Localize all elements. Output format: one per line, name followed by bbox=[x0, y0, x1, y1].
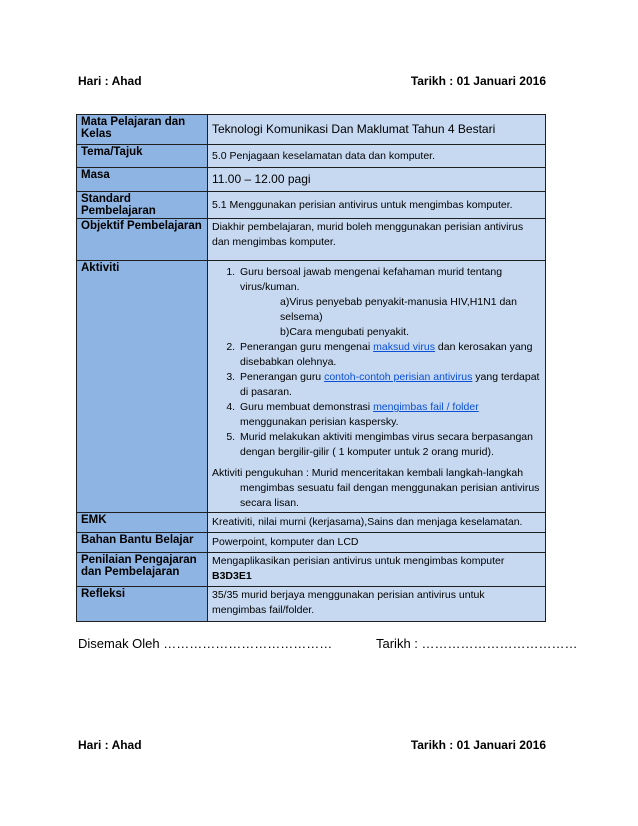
row-standard bbox=[77, 192, 546, 219]
label-bbb: Bahan Bantu Belajar bbox=[77, 533, 208, 553]
label-standard: Standard Pembelajaran bbox=[77, 192, 208, 219]
label-objektif: Objektif Pembelajaran bbox=[77, 219, 208, 261]
value-refleksi: 35/35 murid berjaya menggunakan perisian antivirus untuk mengimbas fail/folder. bbox=[208, 587, 546, 622]
activity-step-3: 3. Penerangan guru contoh-contoh perisian antivirus yang terdapat di pasaran. bbox=[238, 370, 541, 400]
activity-step-5: 5. Murid melakukan aktiviti mengimbas virus secara berpasangan dengan bergilir-gilir ( 1 komputer untuk 2 orang murid). bbox=[238, 430, 541, 460]
value-masa: 11.00 – 12.00 pagi bbox=[208, 168, 546, 192]
link-contoh-antivirus[interactable]: contoh-contoh perisian antivirus bbox=[324, 371, 473, 383]
link-mengimbas-fail[interactable]: mengimbas fail / folder bbox=[373, 401, 479, 413]
row-masa bbox=[77, 168, 546, 192]
header2-tarikh: Tarikh : 01 Januari 2016 bbox=[410, 738, 546, 752]
label-aktiviti: Aktiviti bbox=[77, 261, 208, 513]
activity-step-1b: b)Cara mengubati penyakit. bbox=[280, 326, 409, 338]
value-aktiviti bbox=[208, 261, 546, 513]
activity-step-4: 4. Guru membuat demonstrasi mengimbas fail / folder menggunakan perisian kaspersky. bbox=[238, 400, 541, 430]
row-mata-pelajaran bbox=[77, 115, 546, 145]
activity-step-1: 1. Guru bersoal jawab mengenai kefahaman murid tentang virus/kuman. a)Virus penyebab penyakit-manusia HIV,H1N1 dan selsema) b)Cara mengubati penyakit. bbox=[238, 265, 541, 340]
row-refleksi bbox=[77, 587, 546, 622]
label-penilaian: Penilaian Pengajaran dan Pembelajaran bbox=[77, 553, 208, 587]
label-mata-pelajaran: Mata Pelajaran dan Kelas bbox=[77, 115, 208, 145]
row-objektif bbox=[77, 219, 546, 261]
penilaian-text: Mengaplikasikan perisian antivirus untuk mengimbas komputer bbox=[212, 555, 505, 567]
value-mata-pelajaran: Teknologi Komunikasi Dan Maklumat Tahun 4 Bestari bbox=[208, 115, 546, 145]
label-emk: EMK bbox=[77, 513, 208, 533]
value-objektif: Diakhir pembelajaran, murid boleh menggunakan perisian antivirus dan mengimbas komputer. bbox=[208, 219, 546, 261]
row-penilaian bbox=[77, 553, 546, 587]
activity-pengukuhan: Aktiviti pengukuhan : Murid menceritakan kembali langkah-langkah mengimbas sesuatu fail dengan menggunakan perisian antivirus secara lisan. bbox=[212, 467, 540, 509]
row-aktiviti bbox=[77, 261, 546, 513]
row-bbb bbox=[77, 533, 546, 553]
value-emk: Kreativiti, nilai murni (kerjasama),Sains dan menjaga keselamatan. bbox=[208, 513, 546, 533]
header2-hari: Hari : Ahad bbox=[78, 738, 142, 752]
link-maksud-virus[interactable]: maksud virus bbox=[373, 341, 435, 353]
label-tema: Tema/Tajuk bbox=[77, 145, 208, 168]
activity-step-2: 2. Penerangan guru mengenai maksud virus dan kerosakan yang disebabkan olehnya. bbox=[238, 340, 541, 370]
value-bbb: Powerpoint, komputer dan LCD bbox=[208, 533, 546, 553]
footer-tarikh: Tarikh : ……………………………… bbox=[376, 636, 578, 651]
header-hari: Hari : Ahad bbox=[78, 74, 142, 88]
row-tema bbox=[77, 145, 546, 168]
lesson-plan-table bbox=[76, 114, 546, 622]
value-tema: 5.0 Penjagaan keselamatan data dan komputer. bbox=[208, 145, 546, 168]
value-penilaian bbox=[208, 553, 546, 587]
label-masa: Masa bbox=[77, 168, 208, 192]
value-standard: 5.1 Menggunakan perisian antivirus untuk mengimbas komputer. bbox=[208, 192, 546, 219]
activity-steps bbox=[212, 265, 541, 460]
label-refleksi: Refleksi bbox=[77, 587, 208, 622]
activity-step-1a: a)Virus penyebab penyakit-manusia HIV,H1N1 dan selsema) bbox=[280, 296, 517, 323]
row-emk bbox=[77, 513, 546, 533]
penilaian-code: B3D3E1 bbox=[212, 570, 252, 582]
footer-disemak: Disemak Oleh ………………………………… bbox=[78, 636, 333, 651]
header-tarikh: Tarikh : 01 Januari 2016 bbox=[410, 74, 546, 88]
